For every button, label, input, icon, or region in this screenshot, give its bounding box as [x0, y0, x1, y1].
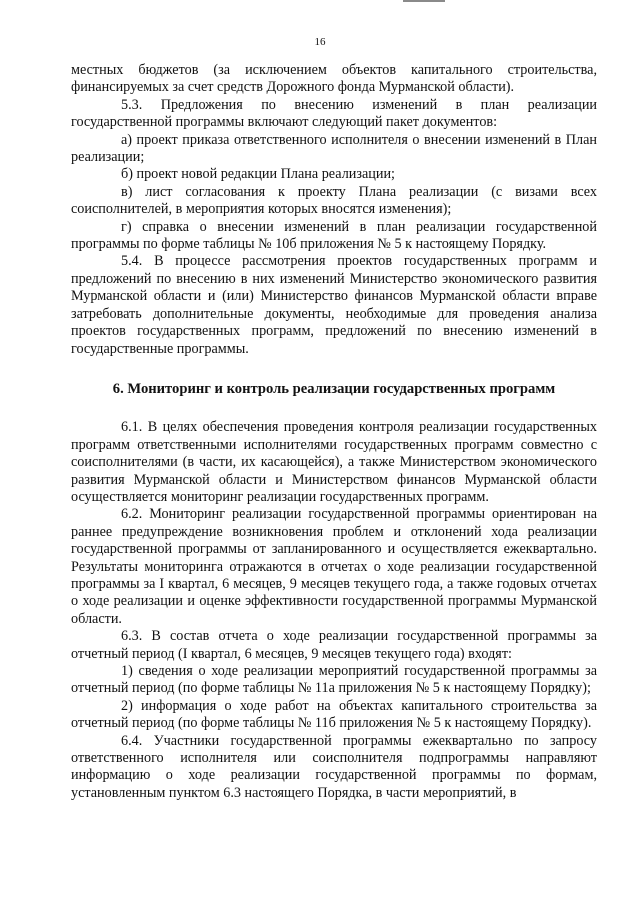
paragraph-5-3-b: б) проект новой редакции Плана реализации; — [121, 166, 395, 183]
paragraph-continuation: местных бюджетов (за исключением объектов капитального строительства, финансируемых за счет средств Дорожного фонда Мурманской области). — [71, 62, 597, 96]
paragraphs-top — [71, 62, 597, 358]
paragraph-6-3: 6.3. В состав отчета о ходе реализации государственной программы за отчетный период (I квартал, 6 месяцев, 9 месяцев текущего года) входят: — [71, 628, 597, 662]
paragraph-5-3-a: а) проект приказа ответственного исполнителя о внесении изменений в План реализации; — [71, 131, 597, 166]
paragraph-6-3-2: 2) информация о ходе работ на объектах капитального строительства за отчетный период (по форме таблицы № 11б приложения № 5 к настоящему Порядку). — [71, 697, 597, 732]
paragraph-6-4: 6.4. Участники государственной программы ежеквартально по запросу ответственного исполнителя или соисполнителя подпрограммы направляют информацию о ходе реализации государственной программы по формам, установленным пунктом 6.3 настоящего Порядка, в части мероприятий, в — [71, 732, 597, 801]
paragraph-6-3-1: 1) сведения о ходе реализации мероприятий государственной программы за отчетный период (по форме таблицы № 11а приложения № 5 к настоящему Порядку); — [71, 663, 597, 697]
paragraph-6-1: 6.1. В целях обеспечения проведения контроля реализации государственных программ ответственными исполнителями государственных программ совместно с соисполнителями (в части, их касающейся), а также Министерством экономического развития Мурманской области и Министерством финансов Мурманской области осуществляется мониторинг реализации государственных программ. — [71, 419, 597, 505]
paragraphs-bottom — [71, 419, 597, 802]
paragraph-5-3-g: г) справка о внесении изменений в план реализации государственной программы по форме таблицы № 10б приложения № 5 к настоящему Порядку. — [71, 218, 597, 253]
paragraph-5-3: 5.3. Предложения по внесению изменений в план реализации государственной программы включают следующий пакет документов: — [71, 96, 597, 131]
page-number: 16 — [314, 36, 326, 48]
top-edge-mark — [403, 0, 445, 2]
paragraph-6-2: 6.2. Мониторинг реализации государственной программы ориентирован на раннее предупреждение возникновения проблем и отклонений хода реализации государственной программы от запланированного и осуществляется ежеквартально. Результаты мониторинга отражаются в отчетах о ходе реализации государственной программы за I квартал, 6 месяцев, 9 месяцев текущего года, а также годовых отчетах о ходе реализации и оценке эффективности государственной программы Мурманской области. — [71, 506, 597, 627]
page-body — [71, 62, 597, 802]
section-heading: 6. Мониторинг и контроль реализации государственных программ — [112, 380, 556, 397]
paragraph-5-3-v: в) лист согласования к проекту Плана реализации (с визами всех соисполнителей, в мероприятия которых вносятся изменения); — [71, 183, 597, 218]
paragraph-5-4: 5.4. В процессе рассмотрения проектов государственных программ и предложений по внесению в них изменений Министерство экономического развития Мурманской области и (или) Министерство финансов Мурманской области вправе затребовать дополнительные документы, необходимые для проведения анализа проектов государственных программ, предложений по внесению изменений в государственные программы. — [71, 253, 597, 357]
